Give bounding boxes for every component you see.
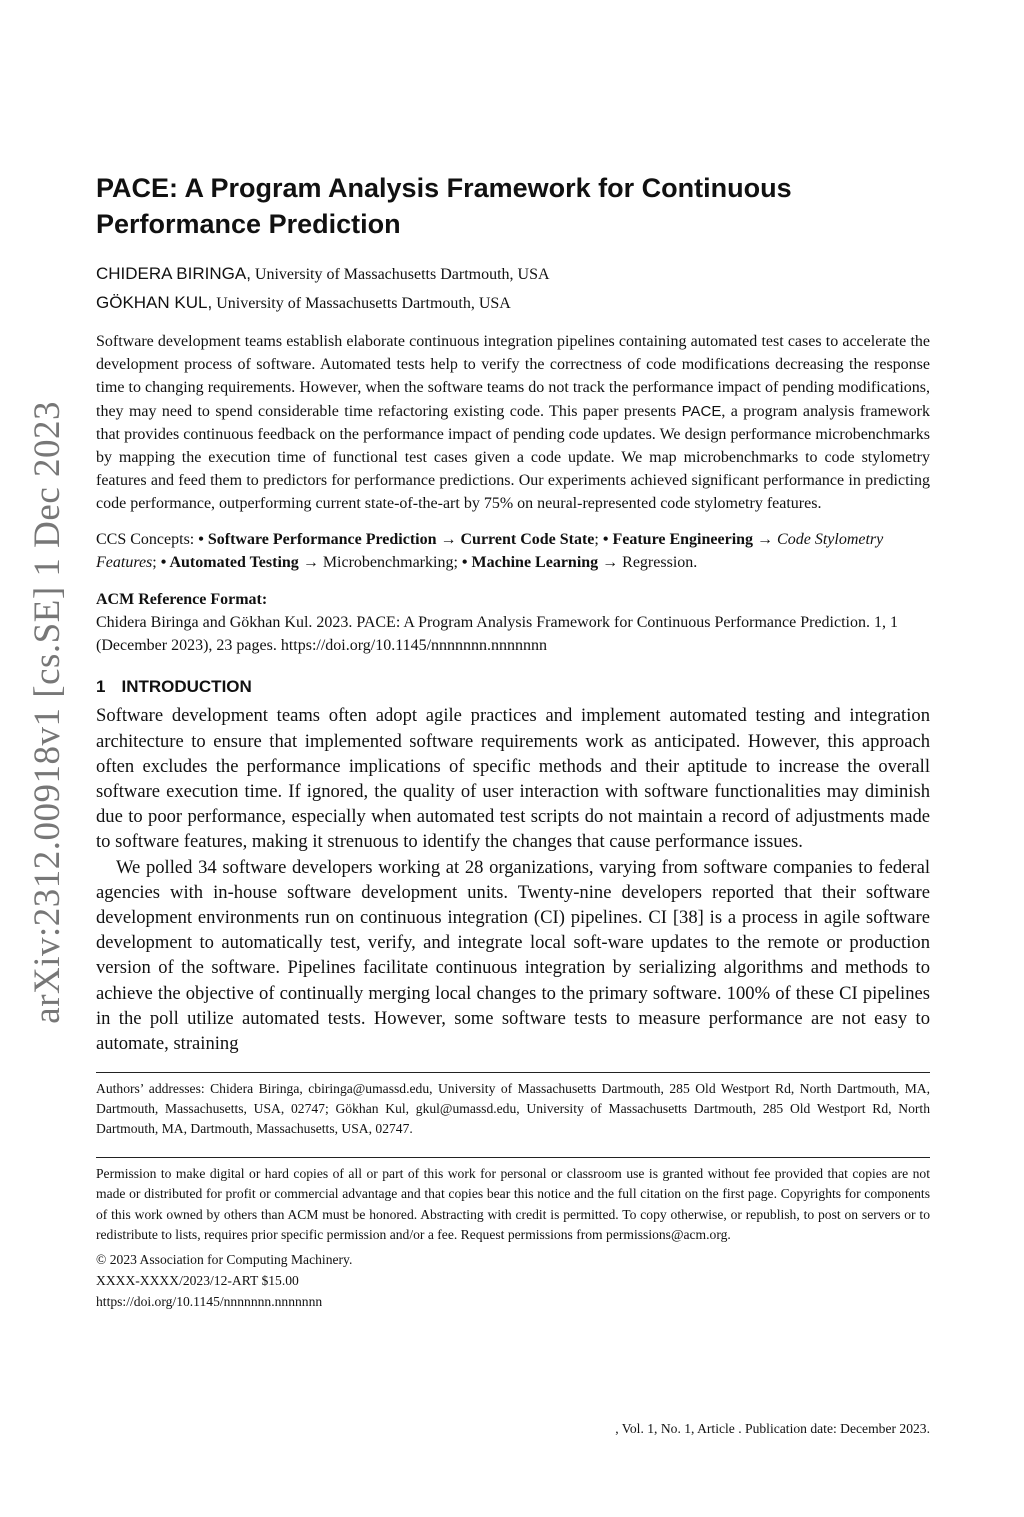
intro-paragraph: We polled 34 software developers working at 28 organizations, varying from software companies to federal agencies with in-house software development units. Twenty-nine developers reported that their software development environments run on continuous integration (CI) pipelines. CI [38] is a process in agile software development to automatically test, verify, and integrate local soft-ware updates to the remote or production version of the software. Pipelines facilitate continuous integration by serializing algorithms and methods to achieve the objective of continually merging local changes to the primary software. 100% of these CI pipelines in the poll utilize automated tests. However, some software tests to measure performance are not easy to automate, straining (96, 856, 930, 1055)
author-affiliation: University of Massachusetts Dartmouth, USA (250, 266, 550, 283)
abstract-text-start: Software development teams establish elaborate continuous integration pipelines containing automated test cases to accelerate the development process of software. Automated tests help to verify the correctness of code modifications decreasing the response time to changing requirements. However, when the software teams do not track the performance impact of pending modifications, they may need to spend considerable time refactoring existing code. This paper presents (96, 333, 930, 420)
section-heading (96, 675, 930, 699)
ccs-separator: ; (594, 530, 603, 548)
author-affiliation: University of Massachusetts Dartmouth, USA (212, 295, 511, 312)
section-number: 1 (96, 677, 106, 697)
permission-notice (96, 1157, 930, 1312)
ccs-subconcept: → Microbenchmarking; (298, 553, 462, 571)
authors-addresses: Authors’ addresses: Chidera Biringa, cbiringa@umassd.edu, University of Massachusetts Dartmouth, 285 Old Westport Rd, North Dartmouth, MA, Dartmouth, Massachusetts, USA, 02747; Gökhan Kul, gkul@umassd.edu, University of Massachusetts Dartmouth, 285 Old Westport Rd, North Dartmouth, MA, Dartmouth, Massachusetts, USA, 02747. (96, 1081, 930, 1137)
ccs-label: CCS Concepts: (96, 530, 199, 548)
abstract-text-end: , a program analysis framework that provides continuous feedback on the performance impact of pending code updates. We design performance microbenchmarks by mapping the execution time of functional test cases given a code update. We map microbenchmarks to code stylometry features and feed them to predictors for performance predictions. Our experiments achieved significant performance in predicting code performance, outperforming current state-of-the-art by 75% on neural-represented code stylometry features. (96, 402, 930, 513)
paper-title (96, 170, 930, 242)
author-list (96, 260, 930, 318)
acm-reference-heading: ACM Reference Format: (96, 591, 268, 609)
section-title: INTRODUCTION (121, 677, 252, 697)
running-footer: , Vol. 1, No. 1, Article . Publication date: December 2023. (615, 1421, 930, 1436)
author-entry (96, 289, 930, 318)
doi-link[interactable]: https://doi.org/10.1145/nnnnnnn.nnnnnnn (96, 1294, 323, 1310)
ccs-concept: • Feature Engineering (602, 530, 754, 548)
acm-reference-text: Chidera Biringa and Gökhan Kul. 2023. PACE: A Program Analysis Framework for Continuous Performance Prediction. 1, 1 (December 2023), 23 pages. https://doi.org/10.1145/nnnnnnn.nnnnnnn (96, 614, 898, 655)
issn-price-line: XXXX-XXXX/2023/12-ART $15.00 (96, 1273, 299, 1289)
author-name: GÖKHAN KUL, (96, 293, 213, 312)
ccs-concept: • Software Performance Prediction (198, 530, 437, 548)
footnote-divider (96, 1072, 930, 1073)
ccs-arrow: → (436, 530, 461, 548)
ccs-arrow: → (753, 530, 778, 548)
ccs-concept: • Automated Testing (160, 553, 299, 571)
abstract (96, 330, 930, 516)
permission-text: Permission to make digital or hard copies of all or part of this work for personal or classroom use is granted without fee provided that copies are not made or distributed for profit or commercial advantage and that copies bear this notice and the full citation on the first page. Copyrights for components of this work owned by others than ACM must be honored. Abstracting with credit is permitted. To copy otherwise, or republish, to post on servers or to redistribute to lists, requires prior specific permission and/or a fee. Request permissions from permissions@acm.org. (96, 1166, 930, 1242)
ccs-subconcept: → Regression. (598, 553, 698, 571)
ccs-concepts (96, 528, 930, 574)
copyright-line: © 2023 Association for Computing Machinery. (96, 1252, 353, 1268)
ccs-separator: ; (152, 553, 161, 571)
title-line-1: PACE: A Program Analysis Framework for Continuous (96, 173, 792, 203)
ccs-subconcept: Code Stylometry Features (96, 530, 884, 571)
framework-name: PACE (681, 402, 722, 420)
paper-page (96, 170, 930, 1312)
title-line-2: Performance Prediction (96, 209, 401, 239)
ccs-subconcept: Current Code State (460, 530, 595, 548)
author-name: CHIDERA BIRINGA, (96, 264, 251, 283)
ccs-concept: • Machine Learning (461, 553, 599, 571)
intro-paragraph: Software development teams often adopt agile practices and implement automated testing and integration architecture to ensure that implemented software requirements work as anticipated. However, this approach often excludes the performance implications of specific methods and their aptitude to increase the overall software execution time. If ignored, the quality of user interaction with software functionalities may diminish due to poor performance, especially when automated test scripts do not maintain a record of adjustments made to software features, making it strenuous to identify the changes that cause performance issues. (96, 705, 930, 853)
arxiv-identifier-stamp (16, 312, 80, 1024)
arxiv-identifier-text: arXiv:2312.00918v1 [cs.SE] 1 Dec 2023 (27, 401, 68, 1024)
author-entry (96, 260, 930, 289)
